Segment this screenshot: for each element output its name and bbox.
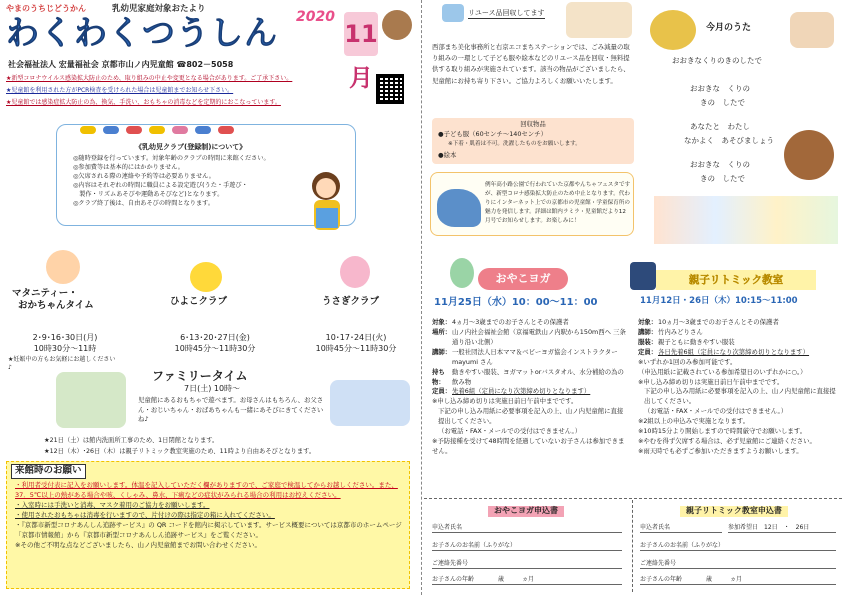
baby-icon [46, 250, 80, 284]
age-field[interactable]: お子さんの年齢 歳 ヵ月 [640, 576, 836, 585]
form-cut-line [424, 498, 842, 499]
phone-field[interactable]: ご連絡先番号 [640, 560, 836, 569]
note: （お電話・FAX・メールでの受付はできません。） [438, 427, 582, 436]
class-hiyoko-time: 10時45分～11時30分 [174, 344, 256, 353]
elephant-icon [437, 189, 481, 227]
info-row [432, 387, 628, 397]
chestnut-tree-icon [650, 10, 696, 50]
toy-icon [80, 126, 96, 134]
yoga-banner: おやこヨガ [478, 268, 568, 290]
note: （申込用紙に記載されている参加希望日のいずれかに○。） [638, 367, 807, 376]
club-heading: 《乳幼児クラブ(登録制)について》 [135, 143, 247, 151]
info-key: 服装： [638, 337, 658, 346]
family-illustration [56, 372, 126, 428]
info-value: 山ノ内社会福祉会館（京福電鉄山ノ内駅から150m西へ 三条通り沿い北側） [452, 327, 626, 346]
info-row [638, 318, 840, 328]
info-row [432, 348, 628, 368]
page-title-text: わくわくつうしん [6, 13, 278, 52]
info-value: 先着6組（定員になり次第締め切りとなります） [452, 387, 591, 396]
info-value: 親子ともに動きやすい服装 [658, 337, 735, 346]
class-maternity-name: マタニティー・ [12, 288, 78, 299]
collect-item: ●子ども服（60センチ～140センチ） [438, 130, 547, 138]
info-key: 講師： [432, 347, 452, 356]
toy-icon [149, 126, 165, 134]
note: ※申し込み締め切りは実施日前日午前中までです。 [432, 397, 578, 406]
visit-request-heading: 来館時のお願い [11, 464, 86, 479]
note: ※雨天時でも必ずご参加いただきますようお願いします。 [638, 446, 803, 455]
note: ※申し込み締め切りは実施日前日午前中までです。 [638, 377, 784, 386]
song-line: おおきなくりのきのしたで [672, 56, 762, 65]
info-value: 竹内みどりさん [658, 327, 703, 336]
rhythm-banner: 親子リトミック教室 [656, 270, 816, 290]
list-item: ◎参加費等は基本的にはかかりません。 [73, 163, 184, 171]
piano-icon [630, 262, 656, 290]
rhythm-info [638, 318, 840, 457]
child-name-field[interactable]: お子さんのお名前（ふりがな） [640, 542, 836, 551]
visit-request-list [15, 480, 407, 550]
list-item: ・『京都市新型コロナあんしん追跡サービス』の QR コードを館内に掲示しています。サービス概要については京都市のホームページ「京都市情報館」から『京都市新型コロナあんしん追跡サービス』をご覧ください。 [15, 521, 402, 540]
info-key: 場所： [432, 327, 452, 336]
list-item: ・使用されたおもちゃは消毒を行いますので、片付けの際は指定の箱に入れてください。 [15, 511, 275, 520]
star-note: ★12日（木）･26日（木）は親子リトミック教室実施のため、11時より自由あそびとなります。 [44, 447, 316, 455]
chick-icon [190, 262, 222, 292]
star-note: ★21日（土）は館内洗面所工事のため、1日閉館となります。 [44, 437, 219, 444]
reuse-text: 西部まち美化事務所と右京エコまちステーションでは、ごみ減量の取り組みの一環として子ども服や絵本などのリユース品を回収・無料提供する取り組みが実施されています。該当の物品がございましたら、児童館にお持ち寄り下さい。ご協力よろしくお願いいたします。 [432, 43, 630, 85]
song-line: なかよく あそびましょう [684, 136, 774, 145]
class-maternity-dates: 2･9･16･30日(月) [32, 333, 98, 342]
yoga-icon [450, 258, 474, 288]
note: ※いずれか1回のみ参加可能です。 [638, 357, 737, 366]
song-line: きの したで [700, 98, 745, 107]
note: ※2組以上の申込みで実施となります。 [638, 417, 750, 426]
class-maternity-name-2: おかちゃんタイム [18, 300, 94, 311]
phone-field[interactable]: ご連絡先番号 [432, 560, 622, 569]
applicant-field[interactable]: 申込者氏名 [640, 524, 722, 533]
dancing-kids-illustration [654, 196, 838, 244]
note: ※やむを得ず欠席する場合は、必ず児童館にご連絡ください。 [638, 437, 816, 446]
applicant-field[interactable]: 申込者氏名 [432, 524, 622, 533]
list-item: ・入室時には手洗いと消毒、マスク着用のご協力をお願いします。 [15, 501, 210, 510]
chestnut-icon [784, 130, 834, 180]
info-value: 一般社団法人日本ママ＆ベビーヨガ協会インストラクター mayumi さん [452, 347, 618, 366]
yoga-form-title: おやこヨガ申込書 [488, 506, 564, 517]
class-usagi-name: うさぎクラブ [322, 296, 380, 307]
toy-icon [218, 126, 234, 134]
collect-item: ●絵本 [438, 151, 457, 159]
song-line: きの したで [700, 174, 745, 183]
notice-1: ★新型コロナウイルス感染拡大防止のため、取り組みの中止や変更となる場合があります。ご了承下さい。 [6, 75, 293, 82]
header-subtitle: 乳幼児家庭対象おたより [112, 4, 206, 14]
page-title [6, 13, 278, 52]
yoga-form [428, 502, 628, 592]
song-title: 今月のうた [706, 23, 752, 33]
toy-icon [103, 126, 119, 134]
form-divider [632, 500, 633, 592]
age-field[interactable]: お子さんの年齢 歳 ヵ月 [432, 576, 622, 585]
info-row [432, 318, 628, 328]
rhythm-date: 11月12日・26日（木）10:15～11:00 [640, 296, 798, 306]
event-box [430, 172, 634, 236]
notice-3: ★児童館では感染症拡大防止の為、換気、手洗い、おもちゃの消毒などを定期的におこなっています。 [6, 99, 281, 106]
song-line: あなたと わたし [690, 122, 750, 131]
info-key: 対象： [432, 318, 452, 326]
rhythm-form-title: 親子リトミック教室申込書 [680, 506, 788, 517]
class-usagi-dates: 10･17･24日(火) [325, 333, 387, 342]
note: ※予防接種を受けて48時間を経過していないお子さんは参加できません。 [432, 437, 625, 455]
song-line: おおきな くりの [690, 84, 750, 93]
list-item: ◎欠席される際の連絡や予約等は必要ありません。 [73, 172, 215, 180]
info-row [432, 368, 628, 388]
info-row [432, 328, 628, 348]
yoga-info [432, 318, 628, 457]
class-hiyoko-name: ひよこクラブ [170, 296, 228, 307]
note: （お電話・FAX・メールでの受付はできません。） [644, 407, 788, 416]
rabbit-icon [340, 256, 370, 288]
info-value: 各日先着6組（定員になり次第締め切りとなります） [658, 347, 810, 356]
collect-box [432, 118, 634, 164]
info-value: 10ヵ月～3歳までのお子さんとその保護者 [658, 318, 779, 326]
toys-illustration [330, 380, 410, 426]
star-notes [44, 436, 315, 457]
notice-2: ★児童館を利用された方がPCR検査を受けられた場合は児童館までお知らせ下さい。 [6, 87, 234, 94]
family-text: 児童館にあるおもちゃで遊べます。お母さんはもちろん、お父さん・おじいちゃん・おばあちゃんも一緒にあそびにきてくださいね♪ [138, 396, 324, 424]
owl-icon [382, 10, 412, 40]
note: 下記の申し込み用紙に必要事項を記入の上、山ノ内児童館に直接提出してください。 [438, 407, 624, 426]
list-item: ※その他ご不明な点などございましたら、山ノ内児童館までお問い合わせください。 [15, 541, 261, 550]
child-name-field[interactable]: お子さんのお名前（ふりがな） [432, 542, 622, 551]
club-list [73, 155, 270, 209]
class-usagi-time: 10時45分～11時30分 [315, 344, 397, 353]
visit-request-box [6, 461, 410, 589]
list-item: ◎随時登録を行っています。対象年齢のクラブの時間に来館ください。 [73, 155, 270, 162]
collect-heading: 回収物品 [520, 120, 546, 128]
info-value: 4ヵ月～3歳までのお子さんとその保護者 [452, 318, 569, 326]
yoga-date: 11月25日（水）10：00～11：00 [434, 297, 598, 308]
info-key: 講師： [638, 327, 658, 336]
note: ※10時15分より開始しますので時間厳守でお願いします。 [638, 427, 807, 436]
org-info: 社会福祉法人 宏量福祉会 京都市山ノ内児童館 ☎802－5058 [8, 60, 234, 69]
info-key: 持ち物： [432, 367, 445, 386]
info-row [638, 328, 840, 338]
list-item: 製作・リズムあそびや運動あそびなど)となります。 [73, 190, 224, 198]
family-date: 7日(土) 10時～ [184, 384, 241, 393]
class-maternity-time: 10時30分～11時 [33, 344, 97, 353]
toy-icon [172, 126, 188, 134]
toy-icon [195, 126, 211, 134]
event-text: 例年高小路公園で行われていた京都やんちゃフェスタですが、新型コロナ感染拡大防止のため中止となります。代わりにインターネット上での京都市の児童館・学童保育所の魅力を発信します。詳細は館内ラミラ・児童館だより12月号でお知らせします。お楽しみに！ [485, 182, 631, 224]
class-hiyoko-dates: 6･13･20･27日(金) [180, 333, 250, 342]
date-choice-field[interactable]: 参加希望日 12日 ・ 26日 [728, 524, 836, 533]
list-item: ・利用者受付表に記入をお願いします。体温を記入していただく欄がありますので、ご家庭で検温してからお越しください。また、37．5℃以上の熱がある場合や咳、くしゃみ、鼻水、下痢などの症状がみられる場合の利用はお控えください。 [15, 481, 398, 500]
class-maternity-note: ★妊娠中の方もお気軽にお越しください♪ [8, 356, 116, 372]
info-key: 対象： [638, 318, 658, 326]
info-key: 定員： [638, 347, 658, 356]
header-year: 2020 [296, 9, 335, 25]
toy-icon [126, 126, 142, 134]
rhythm-form [636, 502, 840, 592]
toy-illustrations [80, 126, 260, 138]
list-item: ◎内容はそれぞれの時間に職員による設定遊び(うた・手遊び・ [73, 181, 248, 189]
header-month: 11月 [344, 12, 378, 56]
center-divider [421, 0, 422, 595]
header-kicker: やまのうちじどうかん [6, 4, 86, 13]
note: 下記の申し込み用紙に必要事項を記入の上、山ノ内児童館に直接提出してください。 [644, 387, 836, 406]
info-key: 定員： [432, 387, 452, 396]
collect-item: ※下着・肌着は不可。洗濯したものをお願いします。 [448, 141, 581, 147]
reuse-illustration [566, 2, 632, 38]
info-row [638, 338, 840, 348]
info-row [638, 348, 840, 358]
qr-code [376, 74, 404, 104]
clothes-icon [442, 4, 464, 22]
list-item: ◎クラブ終了後は、自由あそびの時間となります。 [73, 199, 215, 207]
reuse-heading: リユース品回収してます [468, 9, 545, 19]
family-title: ファミリータイム [152, 369, 248, 383]
girl-illustration [302, 168, 352, 240]
kids-icon [790, 12, 834, 48]
song-line: おおきな くりの [690, 160, 750, 169]
info-value: 動きやすい服装、ヨガマットorバスタオル、水分補給の為の飲み物 [452, 367, 624, 386]
